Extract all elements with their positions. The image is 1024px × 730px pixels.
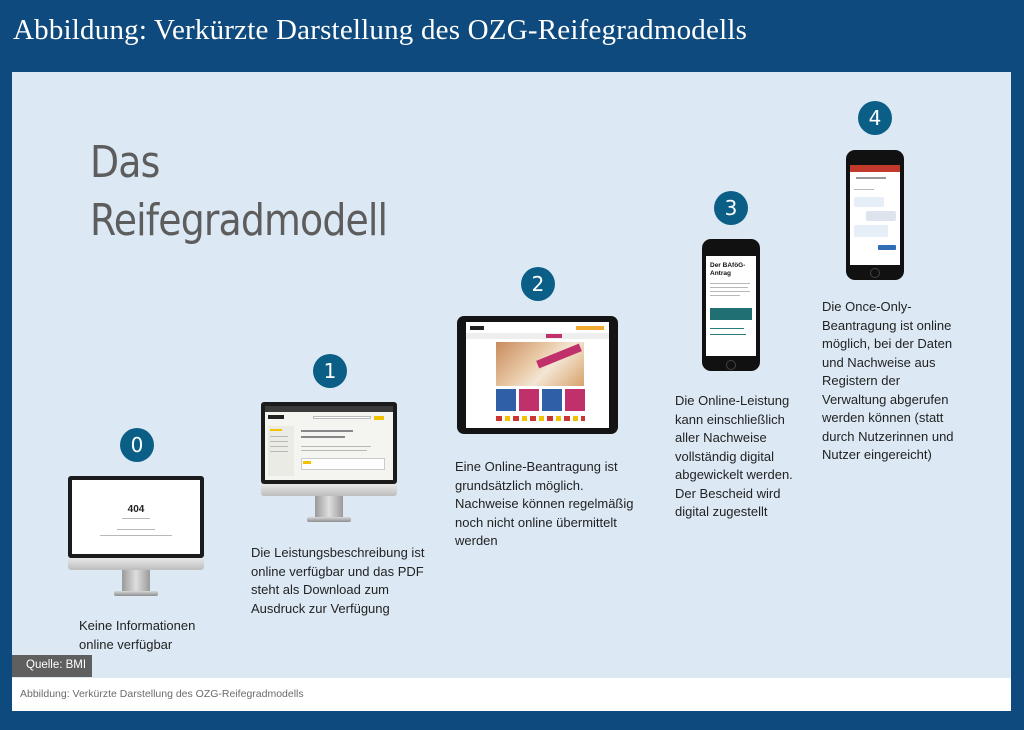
source-label: Quelle: BMI bbox=[12, 655, 92, 677]
phone-display bbox=[706, 256, 756, 356]
monitor-foot bbox=[307, 517, 351, 522]
step-2-description: Eine Online-Beantragung ist grundsätzlich möglich. Nachweise können regelmäßig noch nicht online übermittelt werden bbox=[455, 459, 634, 548]
text-placeholder bbox=[122, 518, 150, 519]
portal-tile bbox=[496, 389, 516, 411]
phone-home-button bbox=[870, 268, 880, 278]
monitor-display bbox=[72, 480, 200, 554]
diagram-title bbox=[90, 134, 387, 250]
portal-download-box bbox=[301, 458, 385, 470]
portal-logo bbox=[268, 415, 284, 419]
portal-search-button bbox=[374, 416, 384, 420]
step-0-monitor bbox=[68, 476, 204, 602]
text-placeholder bbox=[100, 535, 172, 536]
portal-brand bbox=[576, 326, 604, 330]
text-placeholder bbox=[117, 529, 155, 530]
monitor-display bbox=[265, 406, 393, 480]
caption-text: Abbildung: Verkürzte Darstellung des OZG-Reifegradmodells bbox=[20, 688, 304, 700]
header-title: Abbildung: Verkürzte Darstellung des OZG-Reifegradmodells bbox=[13, 14, 748, 46]
step-1-badge: 1 bbox=[313, 354, 347, 388]
chat-bubble bbox=[866, 211, 896, 221]
monitor-chin bbox=[261, 484, 397, 496]
phone-home-button bbox=[726, 360, 736, 370]
monitor-stand bbox=[315, 496, 343, 518]
step-0-badge: 0 bbox=[120, 428, 154, 462]
portal-crest-row bbox=[496, 416, 585, 421]
portal-nav bbox=[466, 333, 609, 339]
monitor-screen bbox=[261, 402, 397, 484]
error-code: 404 bbox=[127, 504, 145, 515]
monitor-screen bbox=[68, 476, 204, 558]
step-4-description: Die Once-Only- Beantragung ist online möglich, bei der Daten und Nachweise aus Registern der Verwaltung abgerufen werden können (statt durch Nutzerinnen und Nutzer eingereicht) bbox=[822, 299, 954, 462]
monitor-foot bbox=[114, 591, 158, 596]
portal-tile bbox=[565, 389, 585, 411]
chat-bubble bbox=[854, 197, 884, 207]
step-1-description: Die Leistungsbeschreibung ist online verfügbar und das PDF steht als Download zum Ausdruck zur Verfügung bbox=[251, 545, 425, 616]
step-2-badge: 2 bbox=[521, 267, 555, 301]
portal-search bbox=[313, 416, 371, 419]
portal-sidebar-highlight bbox=[270, 429, 282, 431]
step-3-description: Die Online-Leistung kann einschließlich aller Nachweise vollständig digital abgewickelt werden. Der Bescheid wird digital zugestellt bbox=[675, 393, 793, 519]
step-3-phone bbox=[702, 239, 760, 371]
portal-tile bbox=[542, 389, 562, 411]
diagram-title-line1: Das bbox=[90, 137, 160, 188]
step-3-badge: 3 bbox=[714, 191, 748, 225]
portal-logo bbox=[470, 326, 484, 330]
step-0-description: Keine Informationen online verfügbar bbox=[79, 618, 196, 652]
chat-send-button bbox=[878, 245, 896, 250]
caption-bar bbox=[12, 678, 1011, 711]
phone-start-button bbox=[710, 308, 752, 320]
portal-nav-active bbox=[546, 334, 562, 338]
monitor-stand bbox=[122, 570, 150, 592]
step-4-phone bbox=[846, 150, 904, 280]
step-2-tablet bbox=[457, 316, 618, 434]
diagram-panel bbox=[12, 72, 1011, 678]
diagram-title-line2: Reifegradmodell bbox=[90, 195, 388, 246]
step-4-badge: 4 bbox=[858, 101, 892, 135]
portal-pdf-tag bbox=[303, 461, 311, 464]
monitor-chin bbox=[68, 558, 204, 570]
portal-topbar bbox=[265, 406, 393, 412]
portal-tile bbox=[519, 389, 539, 411]
step-1-monitor bbox=[261, 402, 397, 528]
tablet-display bbox=[466, 322, 609, 428]
phone-display bbox=[850, 165, 900, 265]
phone-heading: Der BAföG- Antrag bbox=[710, 262, 746, 277]
chat-bubble bbox=[854, 225, 888, 237]
phone-app-header bbox=[850, 165, 900, 172]
